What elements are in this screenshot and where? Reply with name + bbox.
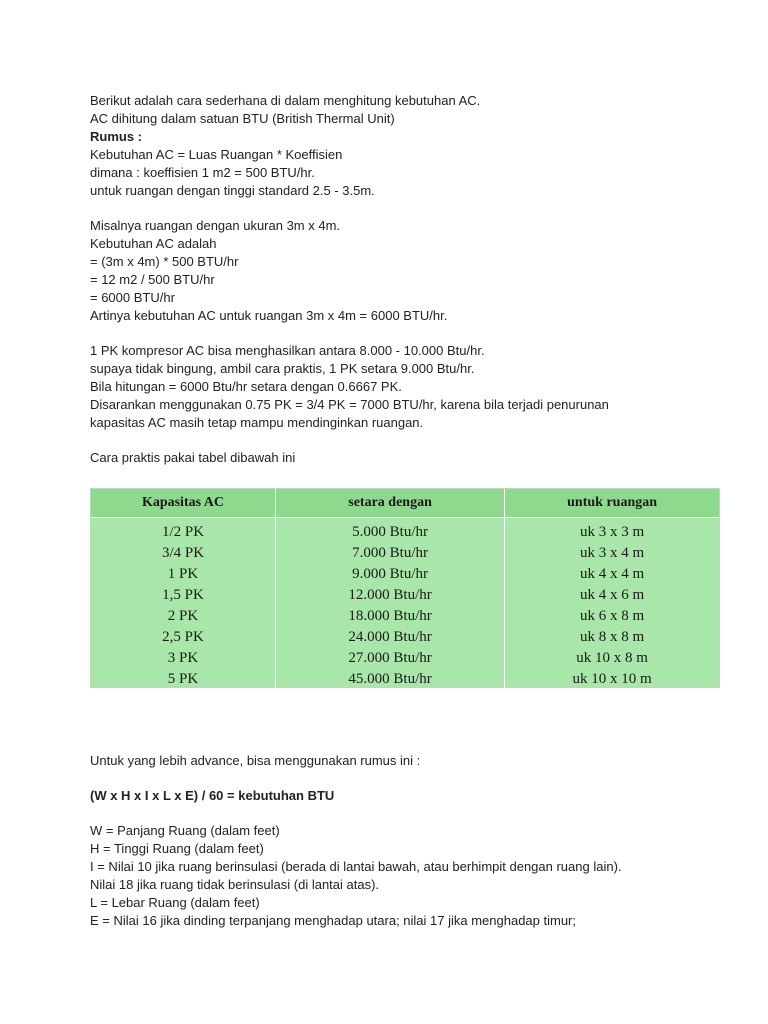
cell-btu: 27.000 Btu/hr xyxy=(275,648,504,669)
cell-kapasitas: 3/4 PK xyxy=(91,543,275,564)
definition-line: Nilai 18 jika ruang tidak berinsulasi (di lantai atas). xyxy=(90,877,380,892)
cell-btu: 5.000 Btu/hr xyxy=(275,518,504,544)
advanced-formula: (W x H x I x L x E) / 60 = kebutuhan BTU xyxy=(90,788,335,803)
cell-kapasitas: 1,5 PK xyxy=(91,585,275,606)
table-row xyxy=(91,543,719,564)
cell-btu: 7.000 Btu/hr xyxy=(275,543,504,564)
paragraph-gap xyxy=(90,770,750,787)
pk-note-line: 1 PK kompresor AC bisa menghasilkan antara 8.000 - 10.000 Btu/hr. xyxy=(90,343,485,358)
paragraph-gap xyxy=(90,805,750,822)
rumus-line: Kebutuhan AC = Luas Ruangan * Koeffisien xyxy=(90,147,343,162)
paragraph-gap xyxy=(90,432,750,449)
example-line: = 12 m2 / 500 BTU/hr xyxy=(90,272,215,287)
cell-kapasitas: 3 PK xyxy=(91,648,275,669)
table-row xyxy=(91,648,719,669)
table-row xyxy=(91,606,719,627)
intro-line: AC dihitung dalam satuan BTU (British Thermal Unit) xyxy=(90,111,395,126)
example-line: Kebutuhan AC adalah xyxy=(90,236,217,251)
table-row xyxy=(91,564,719,585)
cell-ruangan: uk 10 x 10 m xyxy=(572,671,652,687)
example-line: = (3m x 4m) * 500 BTU/hr xyxy=(90,254,239,269)
document-body-bottom xyxy=(90,752,750,930)
header-setara: setara dengan xyxy=(275,489,504,518)
example-line: = 6000 BTU/hr xyxy=(90,290,175,305)
header-ruangan: untuk ruangan xyxy=(505,489,719,518)
pk-note-line: Bila hitungan = 6000 Btu/hr setara dengan 0.6667 PK. xyxy=(90,379,402,394)
rumus-line: dimana : koeffisien 1 m2 = 500 BTU/hr. xyxy=(90,165,315,180)
cell-ruangan: uk 4 x 4 m xyxy=(580,566,645,582)
paragraph-gap xyxy=(90,200,750,217)
example-line: Misalnya ruangan dengan ukuran 3m x 4m. xyxy=(90,218,341,233)
cell-ruangan: uk 8 x 8 m xyxy=(580,629,645,645)
cell-ruangan: uk 3 x 4 m xyxy=(580,545,645,561)
paragraph-gap xyxy=(90,325,750,342)
cell-kapasitas: 5 PK xyxy=(91,669,275,690)
definition-line: W = Panjang Ruang (dalam feet) xyxy=(90,823,280,838)
cell-ruangan: uk 6 x 8 m xyxy=(580,608,645,624)
cell-btu: 45.000 Btu/hr xyxy=(275,669,504,690)
header-kapasitas: Kapasitas AC xyxy=(91,489,275,518)
cell-btu: 18.000 Btu/hr xyxy=(275,606,504,627)
table-row xyxy=(91,518,719,544)
pk-note-line: supaya tidak bingung, ambil cara praktis, 1 PK setara 9.000 Btu/hr. xyxy=(90,361,475,376)
cell-btu: 9.000 Btu/hr xyxy=(275,564,504,585)
pk-note-line: kapasitas AC masih tetap mampu mendinginkan ruangan. xyxy=(90,415,424,430)
table-row xyxy=(91,627,719,648)
cell-btu: 12.000 Btu/hr xyxy=(275,585,504,606)
cell-kapasitas: 2 PK xyxy=(91,606,275,627)
table-row xyxy=(91,669,719,690)
cell-kapasitas: 2,5 PK xyxy=(91,627,275,648)
definition-line: H = Tinggi Ruang (dalam feet) xyxy=(90,841,264,856)
definition-line: L = Lebar Ruang (dalam feet) xyxy=(90,895,260,910)
ac-capacity-table-image xyxy=(90,488,720,688)
table-intro: Cara praktis pakai tabel dibawah ini xyxy=(90,450,296,465)
ac-capacity-table xyxy=(91,489,719,690)
table-row xyxy=(91,585,719,606)
cell-ruangan: uk 3 x 3 m xyxy=(580,524,645,540)
cell-btu: 24.000 Btu/hr xyxy=(275,627,504,648)
definition-line: I = Nilai 10 jika ruang berinsulasi (berada di lantai bawah, atau berhimpit dengan ruang lain). xyxy=(90,859,622,874)
advanced-intro: Untuk yang lebih advance, bisa menggunakan rumus ini : xyxy=(90,753,421,768)
cell-ruangan: uk 10 x 8 m xyxy=(576,650,648,666)
intro-line: Berikut adalah cara sederhana di dalam menghitung kebutuhan AC. xyxy=(90,93,481,108)
rumus-line: untuk ruangan dengan tinggi standard 2.5 - 3.5m. xyxy=(90,183,375,198)
table-header-row xyxy=(91,489,719,518)
pk-note-line: Disarankan menggunakan 0.75 PK = 3/4 PK = 7000 BTU/hr, karena bila terjadi penurunan xyxy=(90,397,609,412)
document-body-top xyxy=(90,92,750,467)
cell-kapasitas: 1/2 PK xyxy=(91,518,275,544)
example-line: Artinya kebutuhan AC untuk ruangan 3m x 4m = 6000 BTU/hr. xyxy=(90,308,448,323)
definition-line: E = Nilai 16 jika dinding terpanjang menghadap utara; nilai 17 jika menghadap timur; xyxy=(90,913,577,928)
cell-kapasitas: 1 PK xyxy=(91,564,275,585)
rumus-heading: Rumus : xyxy=(90,129,142,144)
cell-ruangan: uk 4 x 6 m xyxy=(580,587,645,603)
